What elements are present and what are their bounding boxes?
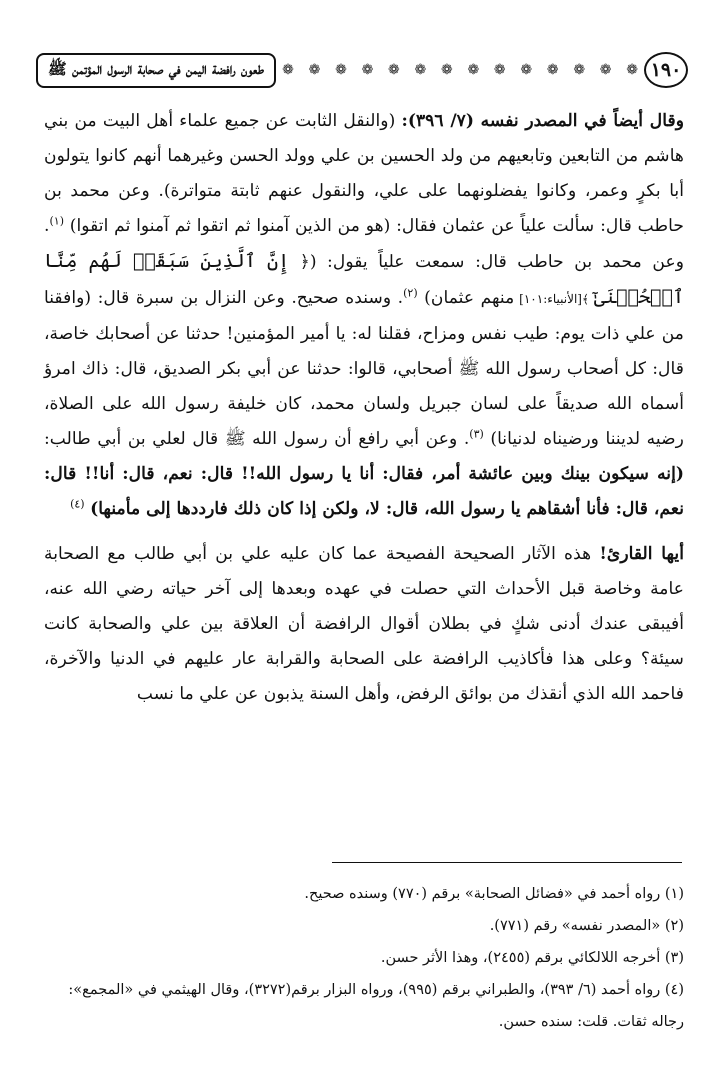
ornament-icon: ❁ (573, 62, 586, 78)
footnote-2: (٢) «المصدر نفسه» رقم (٧٧١). (489, 918, 684, 934)
footnote-3: (٣) أخرجه اللالكائي برقم (٢٤٥٥)، وهذا الأثر حسن. (380, 950, 684, 966)
page-header (36, 50, 688, 90)
paragraph-text: . وعن أبي رافع أن رسول الله ﷺ قال لعلي بن أبي طالب: (44, 429, 470, 449)
paragraph-text: هذه الآثار الصحيحة الفصيحة عما كان عليه علي بن أبي طالب مع الصحابة عامة وخاصة قبل الأحداث التي حصلت في عهده وبعدها إلى آخر حياته رضي الله عنه، أفيبقى عندك أدنى شكٍ في بطلان أقوال الرافضة أن العلاقة بين علي والصحابة كانت سيئة؟ وعلى هذا فأكاذيب الرافضة على الصحابة والقرابة عار عليهم في الدنيا والآخرة، فاحمد الله الذي أنقذك من بوائق الرفض، وأهل السنة يذبون عن علي ما نسب (44, 544, 684, 704)
paragraph-text: (والنقل الثابت عن جميع علماء أهل البيت من بني هاشم من التابعين وتابعيهم من ولد الحسين بن علي وولد الحسن وغيرهما أنهم كانوا يتولون أبا بكرٍ وعمر، وكانوا يفضلونهما على علي، والنقول عنهم ثابتة متواترة). وعن محمد بن حاطب قال: سألت علياً عن عثمان فقال: (هو من الذين آمنوا ثم اتقوا ثم آمنوا ثم اتقوا) (44, 111, 684, 236)
main-text (44, 104, 684, 712)
paragraph-text: . وسنده صحيح. وعن النزال بن سبرة قال: (وافقنا من علي ذات يوم: طيب نفس ومزاح، فقلنا له: يا أمير المؤمنين! حدثنا عن أصحابك خاصة، قال: كل أصحاب رسول الله ﷺ أصحابي، قالوا: حدثنا عن أبي بكر الصديق، قال: ذاك امرؤ أسماه الله صديقاً على لسان جبريل ولسان محمد، كان خليفة رسول الله على الصلاة، رضيه لديننا ورضيناه لدنيانا) (44, 288, 684, 449)
ornament-icon: ❁ (282, 62, 294, 78)
ornament-icon: ❁ (335, 62, 347, 78)
hadith-quote: (إنه سيكون بينك وبين عائشة أمر، فقال: أنا يا رسول الله!! قال: نعم، قال: أنا!! قال: نعم، قال: فأنا أشقاهم يا رسول الله، قال: لا، ولكن إذا كان ذلك فارددها إلى مأمنها) (44, 464, 684, 519)
footnote-1: (١) رواه أحمد في «فضائل الصحابة» برقم (٧٧٠) وسنده صحيح. (304, 886, 684, 902)
ornament-icon: ❁ (467, 62, 480, 78)
paragraph-1 (44, 104, 684, 527)
footnote-ref-4: (٤) (70, 497, 85, 511)
header-ornament-band (282, 60, 638, 80)
running-title: طعون رافضة اليمن في صحابة الرسول المؤتمن ﷺ (36, 53, 276, 88)
paragraph-lead: أيها القارئ! (599, 544, 684, 564)
ornament-icon: ❁ (493, 62, 506, 78)
ornament-icon: ❁ (361, 62, 374, 78)
paragraph-lead: وقال أيضاً في المصدر نفسه (٧/ ٣٩٦): (401, 111, 684, 131)
ornament-icon: ❁ (414, 62, 427, 78)
footnote-ref-1: (١) (49, 214, 64, 228)
quran-reference: ﴾[الأنبياء:١٠١] (514, 292, 594, 306)
quran-verse: إِنَّ ٱلَّذِينَ سَبَقَتۡ لَهُم مِّنَّا ٱلۡحُسۡنَىٰٓ (44, 250, 684, 308)
paragraph-text: . وعن محمد بن حاطب قال: سمعت علياً يقول: (﴿ (44, 216, 685, 272)
footnote-4: (٤) رواه أحمد (٦/ ٣٩٣)، والطبراني برقم (٩٩٥)، ورواه البزار برقم(٣٢٧٢)، وقال الهيثمي في «المجمع»: رجاله ثقات. قلت: سنده حسن. (68, 982, 684, 1030)
ornament-icon: ❁ (388, 62, 400, 78)
paragraph-text: منهم عثمان) (417, 288, 515, 308)
ornament-icon: ❁ (626, 62, 638, 78)
paragraph-2 (44, 537, 684, 712)
footnote-ref-3: (٣) (469, 427, 484, 441)
ornament-icon: ❁ (440, 62, 453, 78)
ornament-icon: ❁ (308, 62, 321, 78)
footnote-separator (332, 862, 682, 863)
ornament-icon: ❁ (520, 62, 533, 78)
footnote-ref-2: (٢) (403, 286, 418, 300)
ornament-icon: ❁ (599, 62, 612, 78)
page-number: ١٩٠ (644, 52, 688, 88)
ornament-icon: ❁ (546, 62, 559, 78)
footnotes (40, 878, 684, 1038)
